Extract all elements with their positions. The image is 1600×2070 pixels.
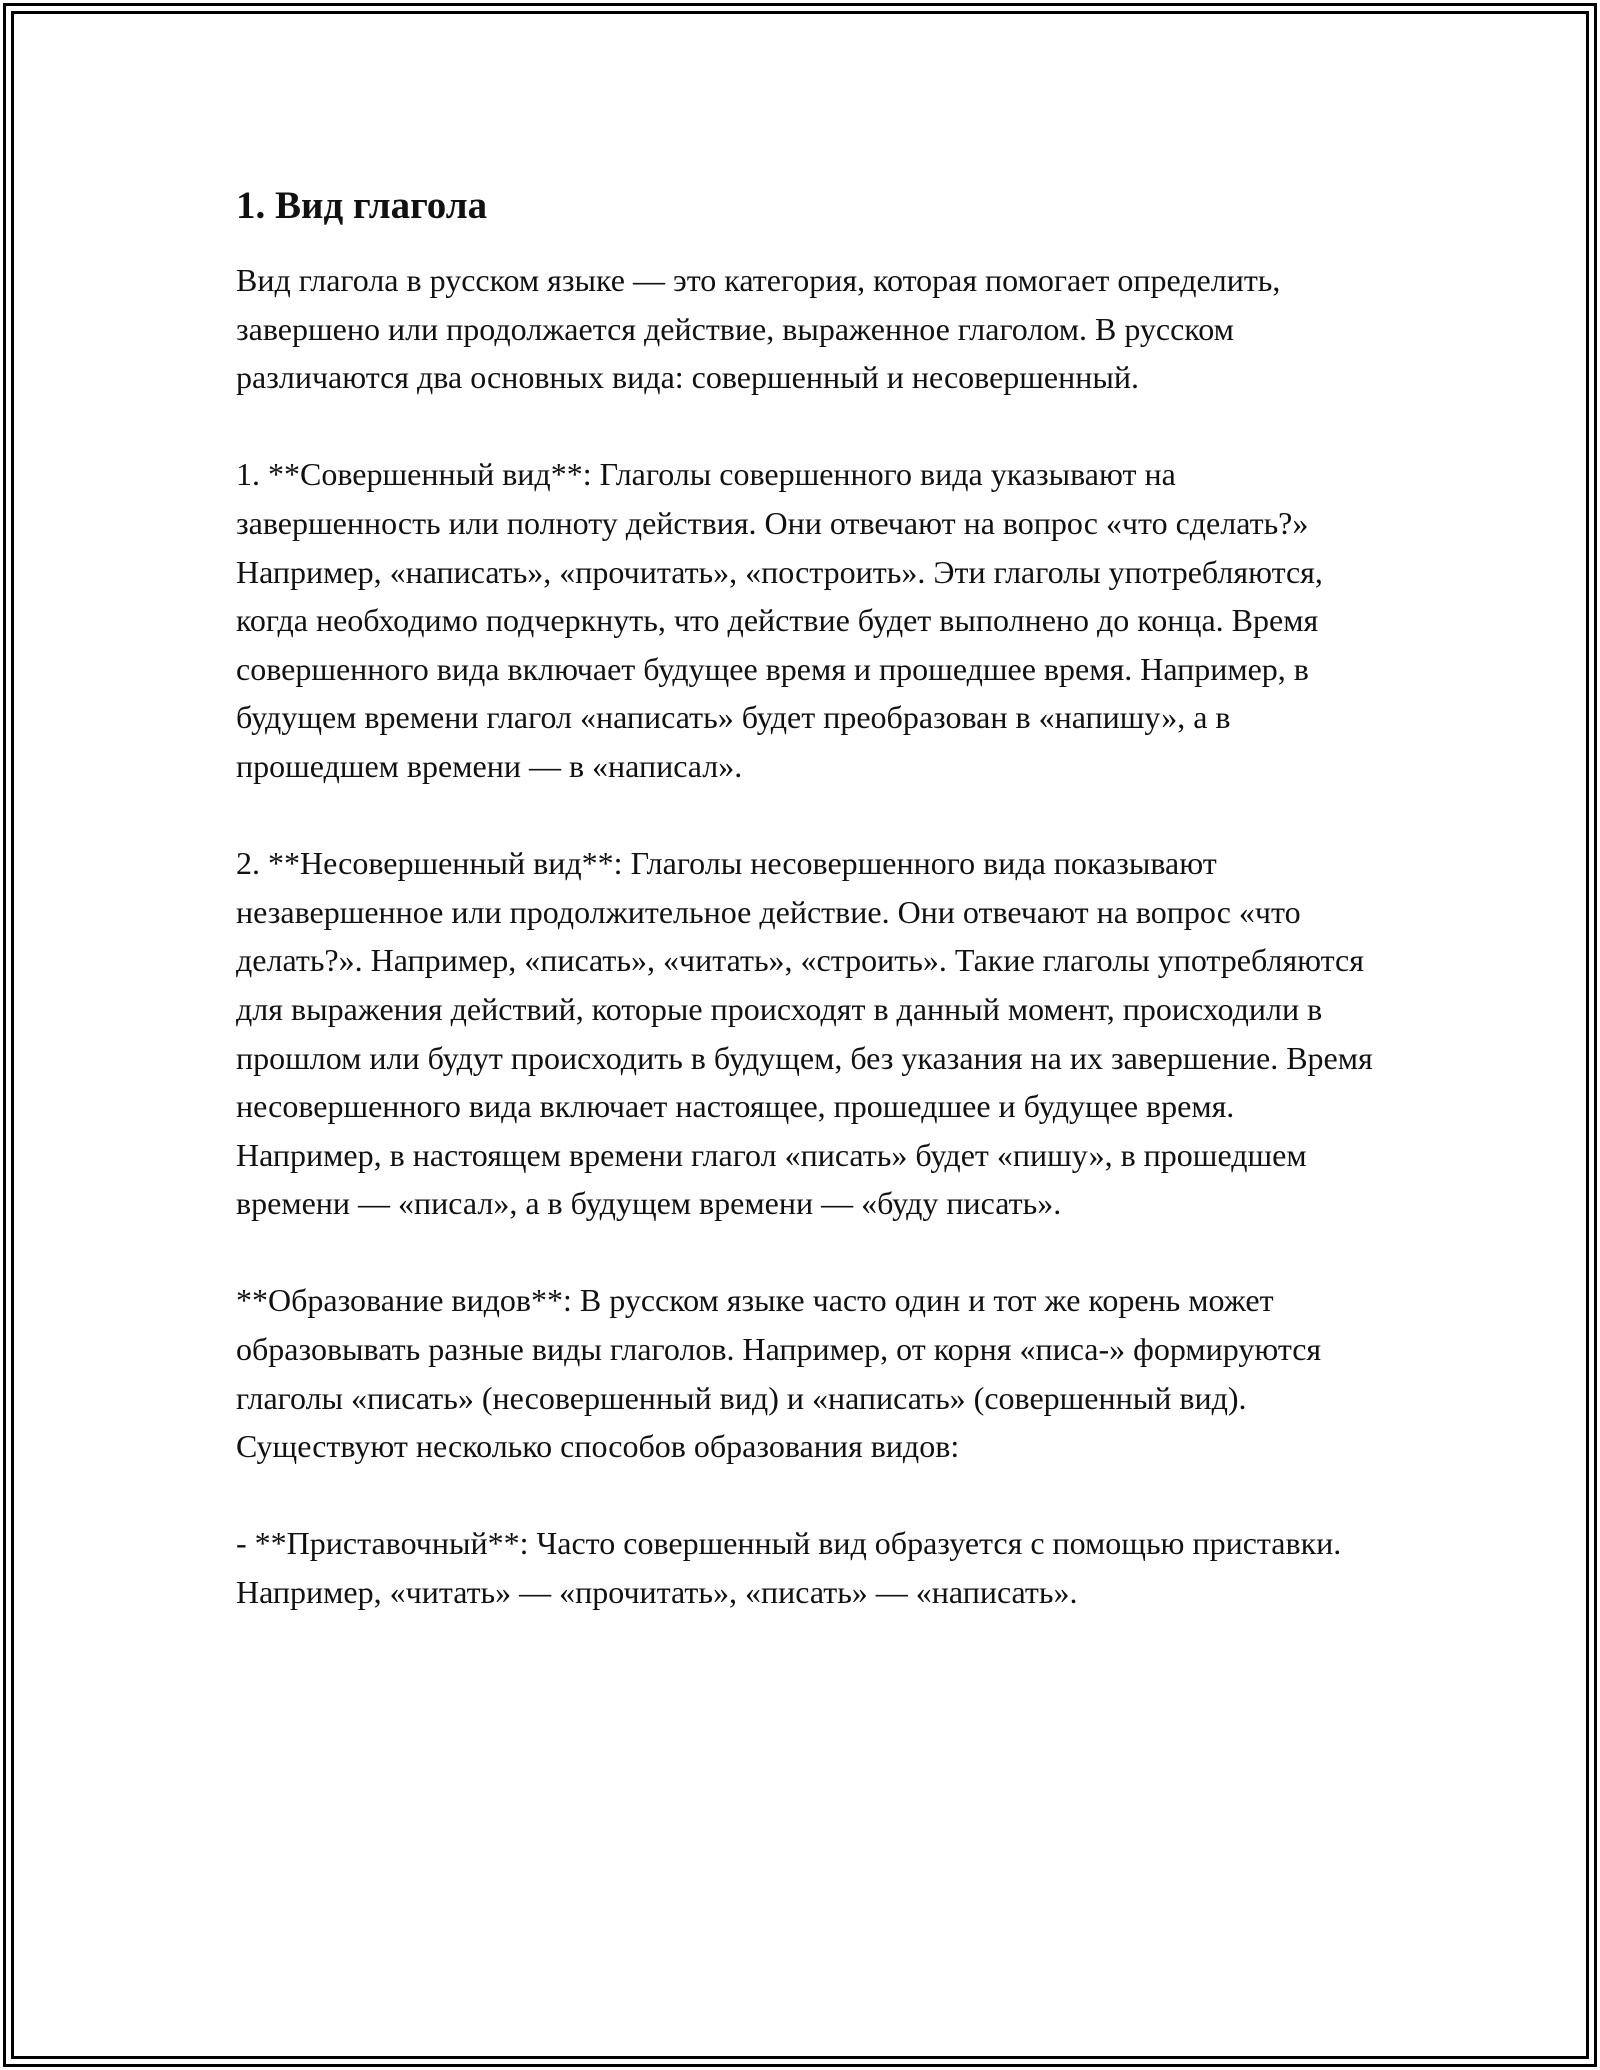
prefix-paragraph: - **Приставочный**: Часто совершенный вид образуется с помощью приставки. Например, «читать» — «прочитать», «писать» — «написать». — [236, 1525, 1342, 1611]
intro-paragraph: Вид глагола в русском языке — это категория, которая помогает определить, завершено или продолжается действие, выраженное глаголом. В русском различаются два основных вида: совершенный и несовершенный. — [236, 262, 1281, 396]
formation-paragraph: **Образование видов**: В русском языке часто один и тот же корень может образовывать разные виды глаголов. Например, от корня «писа-» формируются глаголы «писать» (несовершенный вид) и «написать» (совершенный вид). Существуют несколько способов образования видов: — [236, 1282, 1322, 1465]
section-heading: 1. Вид глагола — [236, 184, 488, 227]
imperfective-paragraph: 2. **Несовершенный вид**: Глаголы несовершенного вида показывают незавершенное или продолжительное действие. Они отвечают на вопрос «что делать?». Например, «писать», «читать», «строить». Такие глаголы употребляются для выражения действий, которые происходят в данный момент, происходили в прошлом или будут происходить в будущем, без указания на их завершение. Время несовершенного вида включает настоящее, прошедшее и будущее время. Например, в настоящем времени глагол «писать» будет «пишу», в прошедшем времени — «писал», а в будущем времени — «буду писать». — [236, 845, 1373, 1222]
perfective-paragraph: 1. **Совершенный вид**: Глаголы совершенного вида указывают на завершенность или полноту действия. Они отвечают на вопрос «что сделать?» Например, «написать», «прочитать», «построить». Эти глаголы употребляются, когда необходимо подчеркнуть, что действие будет выполнено до конца. Время совершенного вида включает будущее время и прошедшее время. Например, в будущем времени глагол «написать» будет преобразован в «напишу», а в прошедшем времени — в «написал». — [236, 456, 1323, 784]
document-body — [236, 180, 1376, 1665]
